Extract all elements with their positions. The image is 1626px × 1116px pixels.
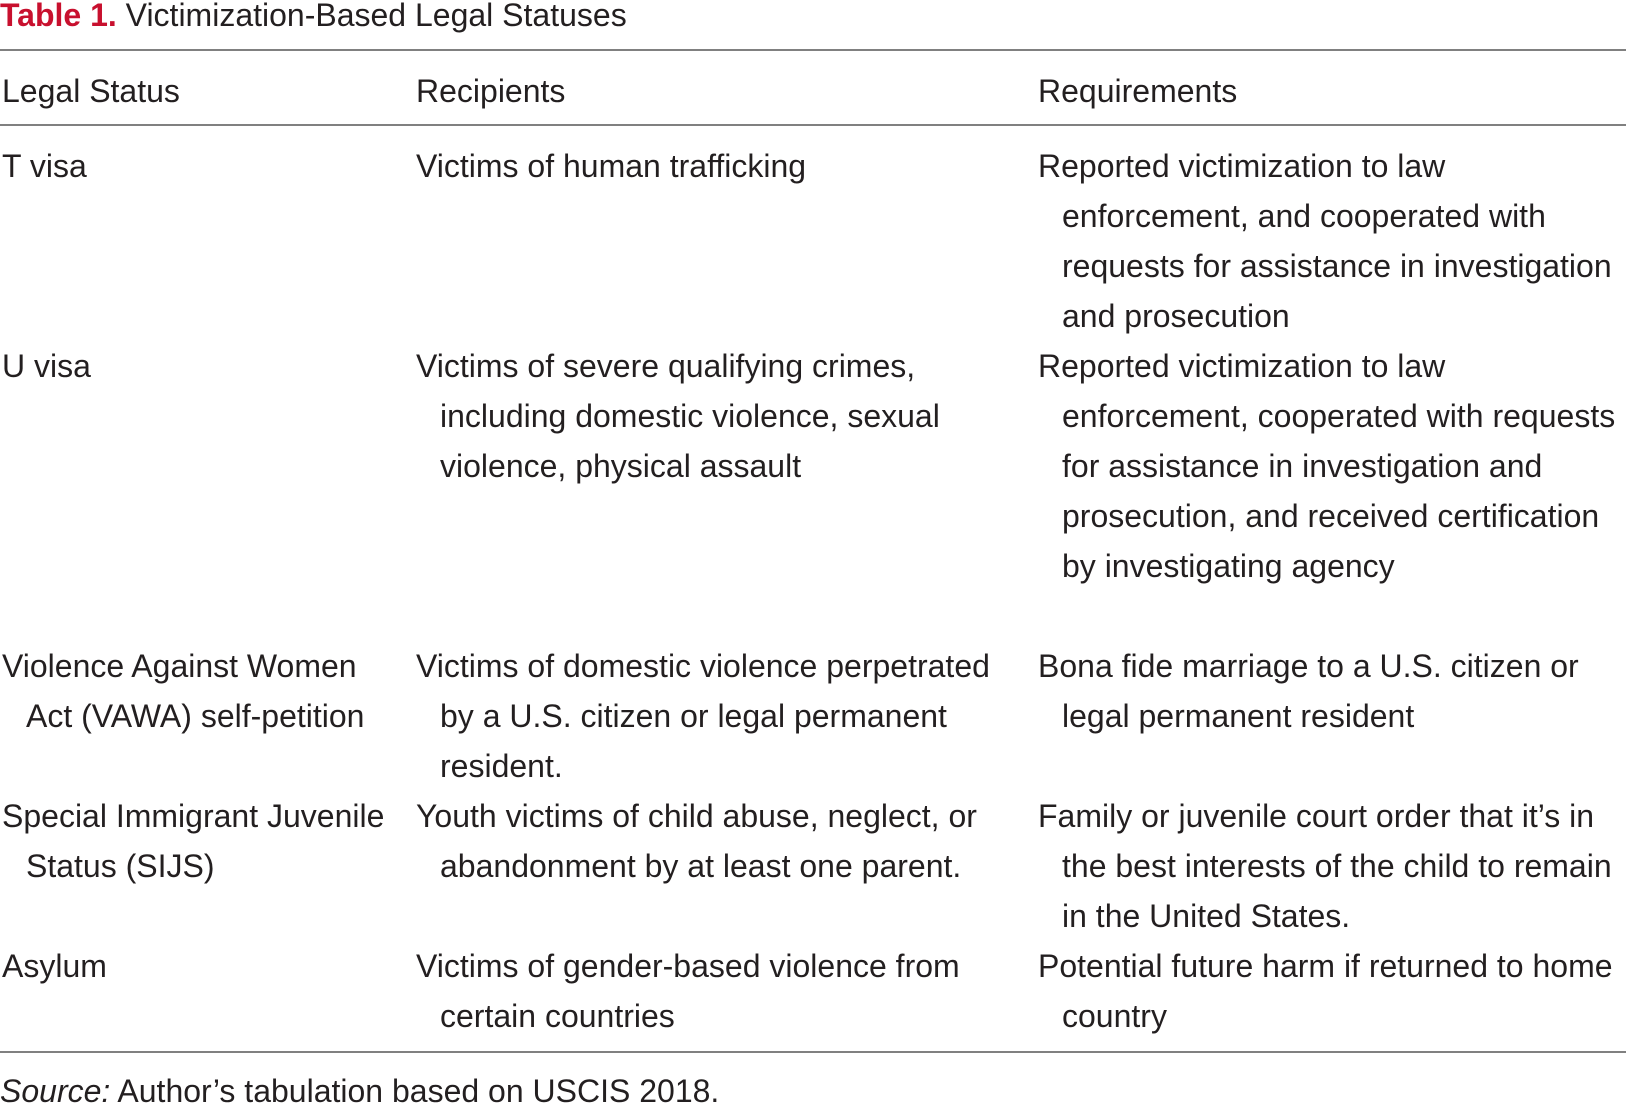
cell-requirements: Potential future harm if returned to home country — [1038, 948, 1613, 1034]
cell-requirements: Reported victimization to law enforcement, and cooperated with requests for assistance in investigation and prosecution — [1038, 148, 1612, 334]
cell-recipients: Victims of gender-based violence from certain countries — [416, 948, 960, 1034]
source-text: Author’s tabulation based on USCIS 2018. — [110, 1073, 720, 1109]
top-rule — [0, 49, 1626, 51]
cell-recipients: Victims of human trafficking — [416, 148, 807, 184]
cell-legal-status: T visa — [2, 148, 87, 184]
table-caption-title: Victimization-Based Legal Statuses — [125, 0, 627, 33]
cell-requirements: Family or juvenile court order that it’s in the best interests of the child to remain in the United States. — [1038, 798, 1612, 934]
table-caption — [0, 0, 627, 40]
source-label: Source: — [0, 1073, 111, 1109]
table-row — [0, 641, 1626, 791]
cell-recipients: Youth victims of child abuse, neglect, or abandonment by at least one parent. — [416, 798, 977, 884]
column-header-requirements: Requirements — [1038, 73, 1238, 109]
column-header-recipients: Recipients — [416, 73, 566, 109]
table-row — [0, 941, 1626, 1041]
cell-recipients: Victims of severe qualifying crimes, including domestic violence, sexual violence, physical assault — [416, 348, 940, 484]
cell-legal-status: Asylum — [2, 948, 107, 984]
table-caption-label: Table 1. — [0, 0, 117, 33]
bottom-rule — [0, 1051, 1626, 1053]
column-header-legal-status: Legal Status — [2, 73, 180, 109]
source-note — [0, 1066, 719, 1116]
header-rule — [0, 124, 1626, 126]
cell-requirements: Reported victimization to law enforcement, cooperated with requests for assistance in investigation and prosecution, and received certification by investigating agency — [1038, 348, 1616, 584]
cell-legal-status: Special Immigrant Juvenile Status (SIJS) — [2, 798, 385, 884]
table-body — [0, 141, 1626, 1041]
cell-legal-status: U visa — [2, 348, 91, 384]
table-row — [0, 341, 1626, 641]
table-row — [0, 791, 1626, 941]
cell-recipients: Victims of domestic violence perpetrated by a U.S. citizen or legal permanent resident. — [416, 648, 990, 784]
table-row — [0, 141, 1626, 341]
cell-requirements: Bona fide marriage to a U.S. citizen or legal permanent resident — [1038, 648, 1579, 734]
cell-legal-status: Violence Against Women Act (VAWA) self-petition — [2, 648, 365, 734]
